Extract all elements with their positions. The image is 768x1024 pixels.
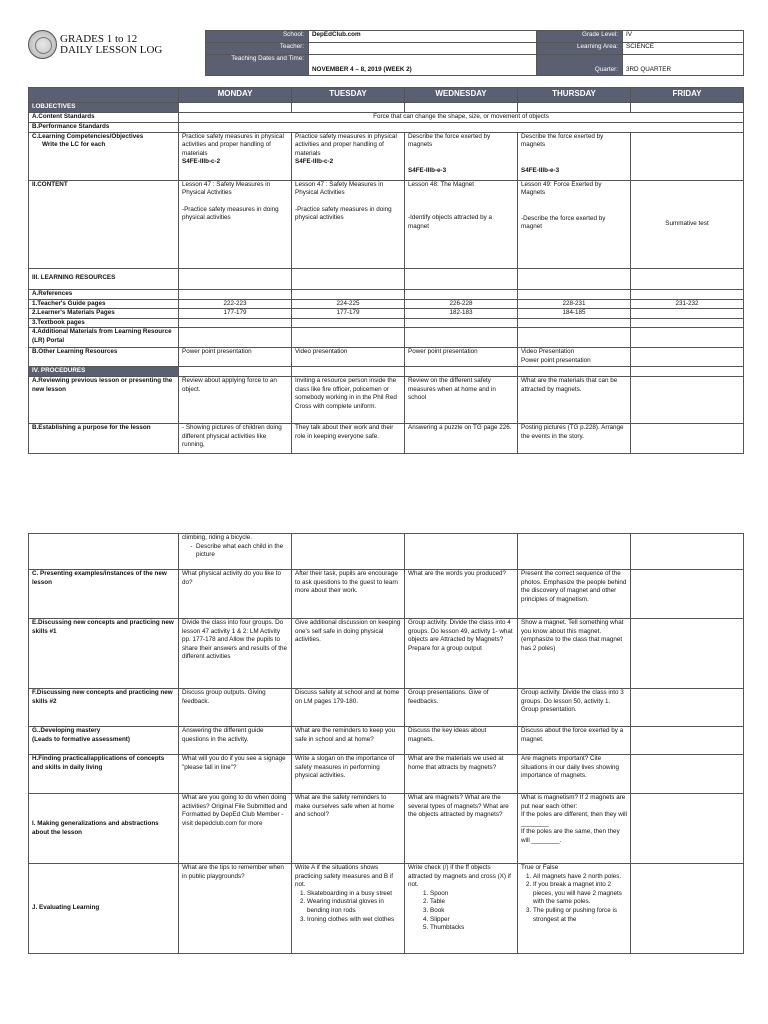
comp-thu-text: Describe the force exerted by magnets [521,132,604,149]
tg-tue: 224-225 [292,299,405,309]
m-wed: Discuss the key ideas about magnets. [405,727,518,755]
e-thu-intro: True or False [521,864,559,871]
quarter-label: Quarter: [537,55,623,76]
other-wed: Power point presentation [405,348,518,367]
e-tue [292,864,405,954]
content-wed [405,180,518,268]
resources-label: III. LEARNING RESOURCES [29,268,179,289]
g-thu [518,794,631,864]
lm-wed: 182-183 [405,309,518,319]
e-thu-item: 3. The pulling or pushing force is strongest at the [533,907,627,924]
other-resources-label: B.Other Learning Resources [29,348,179,367]
content-thu-objective: -Describe the force exerted by magnet [521,214,606,231]
g-thu-b: If the poles are different, then they will ________ [521,811,627,827]
comp-tue-code: S4FE-IIIb-c-2 [295,158,334,166]
d1-thu: Show a magnet. Tell something what you know about this magnet. (emphasize to the class that magnet has 2 poles) [518,619,631,689]
comp-thu-code: S4FE-IIIb-e-3 [521,166,560,174]
lm-tue: 177-179 [292,309,405,319]
reviewing-label: A.Reviewing previous lesson or presenting the new lesson [29,376,179,423]
mastery-line2: (Leads to formative assessment) [32,735,130,743]
mastery-label [29,727,179,755]
e-wed-item: 5. Thumbtacks [430,924,514,933]
g-thu-a: What is magnetism? If 2 magnets are put near each other: [521,794,626,810]
lm-mon: 177-179 [179,309,292,319]
pres-mon: What physical activity do you like to do? [179,570,292,619]
comp-mon-code: S4FE-IIIb-c-2 [182,158,221,166]
textbook-label: 3.Textbook pages [29,318,179,328]
content-standards-label: A.Content Standards [29,112,179,122]
d1-tue: Give additional discussion on keeping one's self safe in doing physical activities. [292,619,405,689]
mastery-line1: G..Developing mastery [32,727,101,734]
est-mon-continued [179,534,292,570]
tg-fri: 231-232 [631,299,744,309]
lm-pages-label: 2.Learner's Materials Pages [29,309,179,319]
day-wednesday: WEDNESDAY [405,88,518,103]
content-tue-objective: -Practice safety measures in doing physical activities [295,205,392,222]
objectives-heading: I.OBJECTIVES [29,103,179,113]
est-thu: Posting pictures (TG p.228). Arrange the events in the story. [518,423,631,453]
comp-tue-text: Practice safety measures in physical activities and proper handling of materials [295,132,397,157]
competencies-line1: C.Learning Competencies/Objectives [32,132,144,140]
content-thu [518,180,631,268]
tg-wed: 226-228 [405,299,518,309]
e-tue-item: 2. Wearing industrial gloves in bending iron rods [307,898,401,915]
content-wed-objective: -Identify objects attracted by a magnet [408,214,493,230]
content-standards-text: Force that can change the shape, size, or movement of objects [179,112,744,122]
m-thu: Discuss about the force exerted by a magnet. [518,727,631,755]
references-label: A.References [29,289,179,299]
e-mon: What are the tips to remember when in public playgrounds? [179,864,292,954]
log-title-line1: GRADES 1 to 12 [60,33,138,45]
day-monday: MONDAY [179,88,292,103]
e-thu-item: 2. If you break a magnet into 2 pieces, you will have 2 magnets with the same poles. [533,881,627,907]
lm-thu: 184-185 [518,309,631,319]
m-tue: What are the reminders to keep you safe in school and at home? [292,727,405,755]
content-fri: Summative test [631,180,744,268]
comp-tue [292,132,405,180]
establishing-label: B.Establishing a purpose for the lesson [29,423,179,453]
content-mon-objective: -Practice safety measures in doing physical activities [182,205,279,222]
log-title [60,34,162,56]
competencies-line2: Write the LC for each [42,141,106,149]
est-tue: They talk about their work and their role in keeping everyone safe. [292,423,405,453]
e-wed-intro: Write check (/) if the ff objects attracted by magnets and cross (X) if not. [408,864,511,889]
d1-wed: Group activity. Divide the class into 4 groups. Do lesson 49, activity 1- what objects are Attracted by Magnets? Prepare for a group output [405,619,518,689]
rev-wed: Review on the different safety measures when at home and in school [405,376,518,423]
comp-wed-code: S4FE-IIIb-e-3 [408,166,447,174]
other-tue: Video presentation [292,348,405,367]
deped-seal-icon [28,30,57,59]
content-tue-title: Lesson 47 : Safety Measures in Physical Activities [295,180,384,197]
comp-wed-text: Describe the force exerted by magnets [408,132,491,149]
comp-mon [179,132,292,180]
additional-label: 4.Additional Materials from Learning Resource (LR) Portal [29,328,179,348]
g-thu-c: If the poles are the same, then they will ________. [521,828,620,844]
g-mon: What are you going to do when doing activities? Original File Submitted and Formatted by DepEd Club Member - visit depedclub.com for more [179,794,292,864]
discussing1-label: E.Discussing new concepts and practicing new skills #1 [29,619,179,689]
day-header-row [29,88,744,103]
other-mon: Power point presentation [179,348,292,367]
d1-mon: Divide the class into four groups. Do lesson 47 activity 1 & 2: LM Activity pp. 177-178 and Allow the pupils to share their answers and results of the different activities [179,619,292,689]
finding-label: H.Finding practical/applications of concepts and skills in daily living [29,755,179,794]
comp-mon-text: Practice safety measures in physical activities and proper handling of materials [182,132,284,157]
content-label: II.CONTENT [29,180,179,268]
e-tue-item: 1. Skateboarding in a busy street [307,890,401,899]
header-info-table [205,30,744,76]
quarter-value: 3RD QUARTER [623,55,744,76]
e-wed-item: 1. Spoon [430,890,514,899]
lesson-log-table-continued [28,533,744,954]
teacher-label: Teacher: [206,43,309,55]
content-tue [292,180,405,268]
comp-thu [518,132,631,180]
day-friday: FRIDAY [631,88,744,103]
procedures-heading: IV. PROCEDURES [29,367,179,377]
pres-thu: Present the correct sequence of the photos. Emphasize the people behind the discovery of magnet and other principles of magnetism. [518,570,631,619]
d2-wed: Group presentations. Give of feedbacks. [405,689,518,727]
dates-label: Teaching Dates and Time: [206,55,309,76]
evaluating-label: J. Evaluating Learning [29,864,179,954]
pres-tue: After their task, pupils are encourage to ask questions to the guest to learn more about their work. [292,570,405,619]
dates-value: NOVEMBER 4 – 8, 2019 (WEEK 2) [309,55,537,76]
d2-mon: Discuss group outputs. Giving feedback. [179,689,292,727]
other-thu-a: Video Presentation [521,348,575,356]
f-thu: Are magnets important? Cite situations in our daily lives showing importance of magnets. [518,755,631,794]
e-tue-intro: Write A if the situations shows practicing safety measures and B if not. [295,864,393,889]
discussing2-label: F.Discussing new concepts and practicing new skills #2 [29,689,179,727]
other-thu [518,348,631,367]
rev-mon: Review about applying force to an object. [179,376,292,423]
e-thu-item: 1. All magnets have 2 north poles. [533,873,627,882]
rev-thu: What are the materials that can be attracted by magnets. [518,376,631,423]
presenting-label: C. Presenting examples/instances of the new lesson [29,570,179,619]
f-wed: What are the materials we used at home that attracts by magnets? [405,755,518,794]
f-tue: Write a slogan on the importance of safety measures in performing physical activities. [292,755,405,794]
est-mon-cont-text: climbing, riding a bicycle. [182,534,252,541]
e-thu [518,864,631,954]
school-value: DepEdClub.com [309,31,537,43]
e-wed-item: 2. Table [430,898,514,907]
generalizations-label: I. Making generalizations and abstractions about the lesson [29,794,179,864]
tg-mon: 222-223 [179,299,292,309]
content-thu-title: Lesson 49: Force Exerted by Magnets [521,180,602,197]
f-mon: What will you do if you see a signage "please fall in line"? [179,755,292,794]
grade-value: IV [623,31,744,43]
teacher-value [309,43,537,55]
e-wed-item: 3. Book [430,907,514,916]
est-wed: Answering a puzzle on TG page 226. [405,423,518,453]
day-tuesday: TUESDAY [292,88,405,103]
other-thu-b: Power point presentation [521,356,591,364]
content-mon-title: Lesson 47 : Safety Measures in Physical Activities [182,180,271,197]
e-wed [405,864,518,954]
log-title-line2: DAILY LESSON LOG [60,44,163,56]
tg-thu: 228-231 [518,299,631,309]
comp-wed [405,132,518,180]
area-value: SCIENCE [623,43,744,55]
e-tue-item: 3. Ironing clothes with wet clothes [307,916,401,925]
e-wed-item: 4. Slipper [430,916,514,925]
d2-tue: Discuss safety at school and at home on LM pages 179-180. [292,689,405,727]
m-mon: Answering the different guide questions in the activity. [179,727,292,755]
pres-wed: What are the words you produced? [405,570,518,619]
est-mon-item: - Describe what each child in the picture [196,543,288,560]
competencies-label [29,132,179,180]
rev-tue: Inviting a resource person inside the class like fire officer, policemen or somebody working in in the Phil Red Cross with complete uniform. [292,376,405,423]
day-thursday: THURSDAY [518,88,631,103]
g-tue: What are the safety reminders to make ourselves safe when at home and school? [292,794,405,864]
grade-label: Grade Level: [537,31,623,43]
tg-pages-label: 1.Teacher's Guide pages [29,299,179,309]
corner-cell [29,88,179,103]
content-mon [179,180,292,268]
school-label: School: [206,31,309,43]
area-label: Learning Area: [537,43,623,55]
est-mon: - Showing pictures of children doing different physical activities like running, [179,423,292,453]
g-wed: What are magnets? What are the several types of magnets? What are the objects attracted by magnets? [405,794,518,864]
performance-standards-label: B.Performance Standards [29,122,179,132]
content-wed-title: Lesson 48: The Magnet [408,180,475,188]
lesson-log-table [28,87,744,454]
d2-thu: Group activity. Divide the class into 3 groups. Do lesson 50, activity 1. Group presentation. [518,689,631,727]
